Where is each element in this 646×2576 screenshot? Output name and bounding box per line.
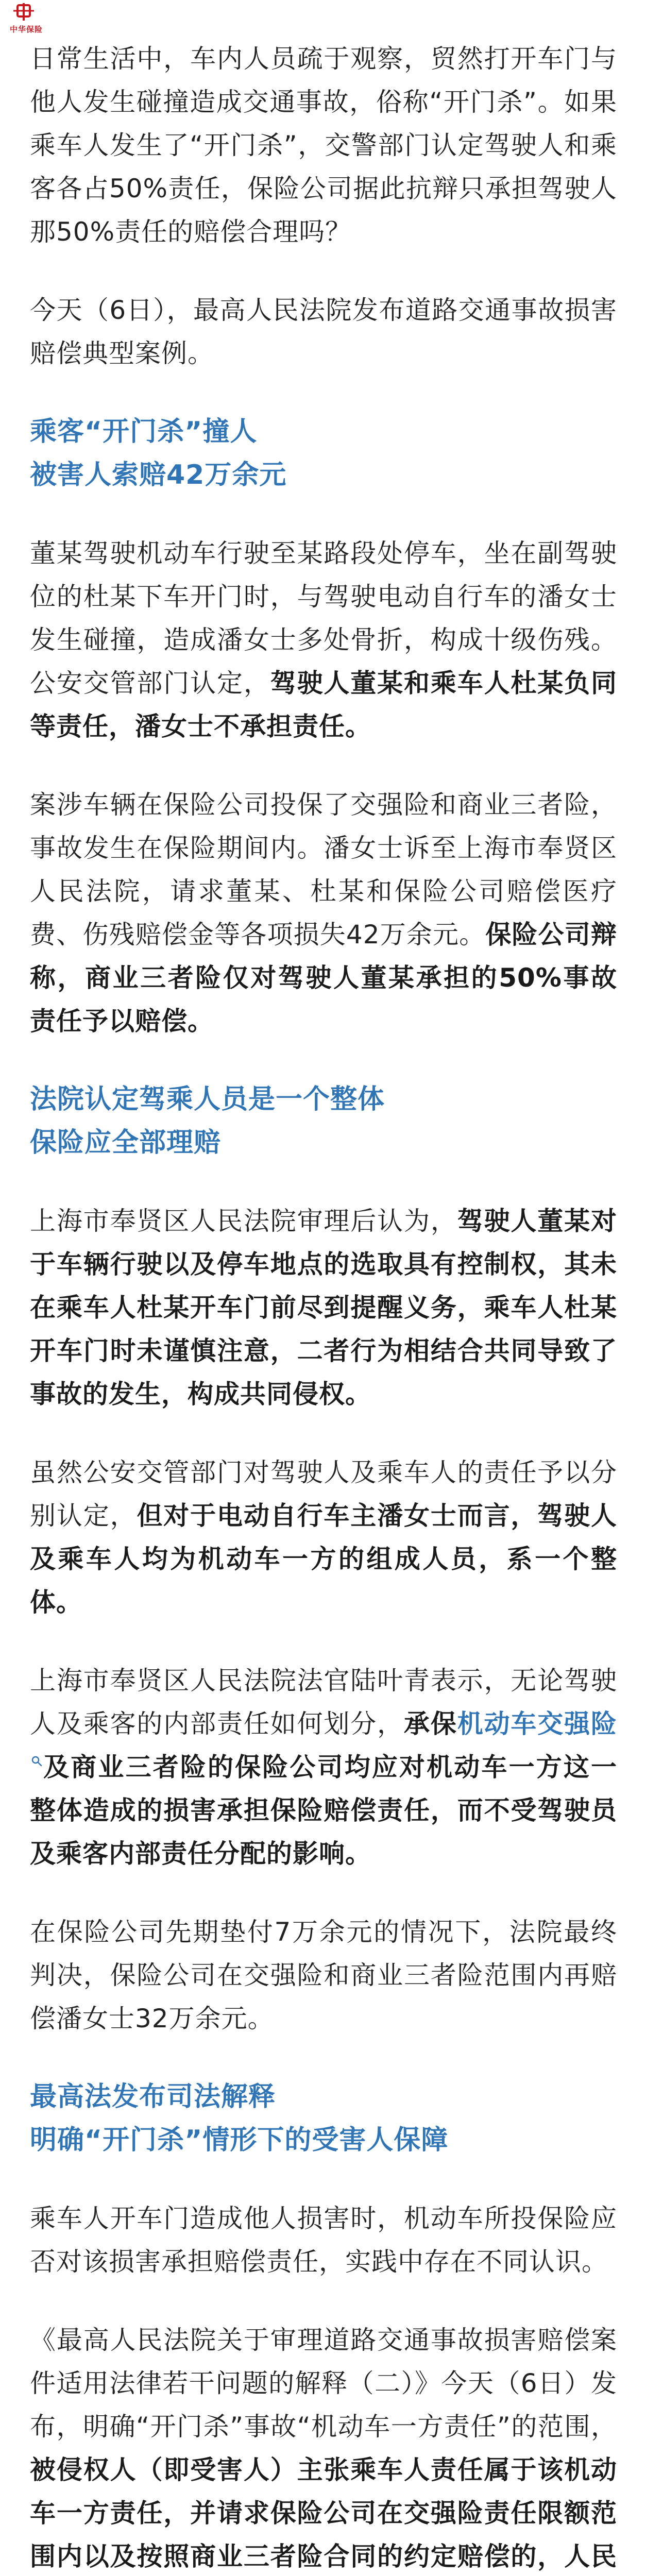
claim-text: 案涉车辆在保险公司投保了交强险和商业三者险，事故发生在保险期间内。潘女士诉至上海市奉贤区人民法院，请求董某、杜某和保险公司赔偿医疗费、伤残赔偿金等各项损失42万余元。: [30, 790, 617, 950]
paragraph-judge-statement: [30, 1659, 617, 1875]
paragraph-claim: [30, 783, 617, 1043]
section-heading-2-line-2: 保险应全部理赔: [30, 1127, 222, 1158]
section-heading-2: [30, 1078, 617, 1164]
case-facts-text: 董某驾驶机动车行驶至某路段处停车，坐在副驾驶位的杜某下车开门时，与驾驶电动自行车的潘女士发生碰撞，造成潘女士多处骨折，构成十级伤残。公安交管部门认定，: [30, 538, 617, 698]
paragraph-court-opinion: [30, 1199, 617, 1416]
section-heading-1-line-2: 被害人索赔42万余元: [30, 460, 287, 490]
section-heading-3: [30, 2075, 617, 2162]
judge-statement-emphasis-start: 承保: [404, 1709, 457, 1739]
section-heading-1: [30, 410, 617, 497]
paragraph-practice-issue: 乘车人开车门造成他人损害时，机动车所投保险应否对该损害承担赔偿责任，实践中存在不同认识。: [30, 2204, 617, 2277]
paragraph-intro: 日常生活中，车内人员疏于观察，贸然打开车门与他人发生碰撞造成交通事故，俗称“开门杀”。如果乘车人发生了“开门杀”，交警部门认定驾驶人和乘客各占50%责任，保险公司据此抗辩只承担驾驶人那50%责任的赔偿合理吗？: [30, 44, 617, 247]
site-logo: [3, 3, 44, 34]
claim-emphasis: 保险公司辩称，商业三者险仅对驾驶人董某承担的50%事故责任予以赔偿。: [30, 920, 618, 1036]
case-facts-emphasis: 驾驶人董某和乘车人杜某负同等责任，潘女士不承担责任。: [30, 668, 618, 741]
court-opinion-text: 上海市奉贤区人民法院审理后认为，: [30, 1206, 457, 1236]
section-heading-3-line-1: 最高法发布司法解释: [30, 2081, 276, 2112]
section-heading-3-line-2: 明确“开门杀”情形下的受害人保障: [30, 2125, 449, 2156]
whole-unit-emphasis: 但对于电动自行车主潘女士而言，驾驶人及乘车人均为机动车一方的组成人员，系一个整体。: [30, 1501, 618, 1617]
court-opinion-emphasis: 驾驶人董某对于车辆行驶以及停车地点的选取具有控制权，其未在乘车人杜某开车门前尽到提醒义务，乘车人杜某开车门时未谨慎注意，二者行为相结合共同导致了事故的发生，构成共同侵权。: [30, 1206, 618, 1409]
judge-statement-emphasis-end: 及商业三者险的保险公司均应对机动车一方这一整体造成的损害承担保险赔偿责任，而不受驾驶员及乘客内部责任分配的影响。: [30, 1752, 617, 1869]
paragraph-verdict: 在保险公司先期垫付7万余元的情况下，法院最终判决，保险公司在交强险和商业三者险范围内再赔偿潘女士32万余元。: [30, 1917, 617, 2033]
article-body: [30, 37, 617, 2576]
section-heading-2-line-1: 法院认定驾乘人员是一个整体: [30, 1084, 385, 1115]
paragraph-case-facts: [30, 532, 617, 748]
paragraph-judicial-interpretation: [30, 2318, 617, 2576]
whole-unit-text: 虽然公安交管部门对驾驶人及乘车人的责任予以分别认定，: [30, 1458, 617, 1531]
zhonghua-insurance-logo-icon: [3, 3, 44, 24]
interpretation-text: 《最高人民法院关于审理道路交通事故损害赔偿案件适用法律若干问题的解释（二）》今天（6日）发布，明确“开门杀”事故“机动车一方责任”的范围，: [30, 2325, 617, 2442]
insurance-keyword-link-text[interactable]: 机动车交强险: [457, 1709, 618, 1739]
logo-text: 中华保险: [9, 25, 43, 34]
paragraph-whole-unit: [30, 1451, 617, 1624]
interpretation-emphasis: 被侵权人（即受害人）主张乘车人责任属于该机动车一方责任，并请求保险公司在交强险责任限额范围内以及按照商业三者险合同的约定赔偿的，人民: [30, 2455, 617, 2571]
section-heading-1-line-1: 乘客“开门杀”撞人: [30, 416, 258, 447]
judge-statement-text: 上海市奉贤区人民法院法官陆叶青表示，无论驾驶人及乘客的内部责任如何划分，: [30, 1666, 617, 1739]
search-icon[interactable]: [31, 1755, 42, 1767]
paragraph-announcement: 今天（6日），最高人民法院发布道路交通事故损害赔偿典型案例。: [30, 295, 617, 368]
